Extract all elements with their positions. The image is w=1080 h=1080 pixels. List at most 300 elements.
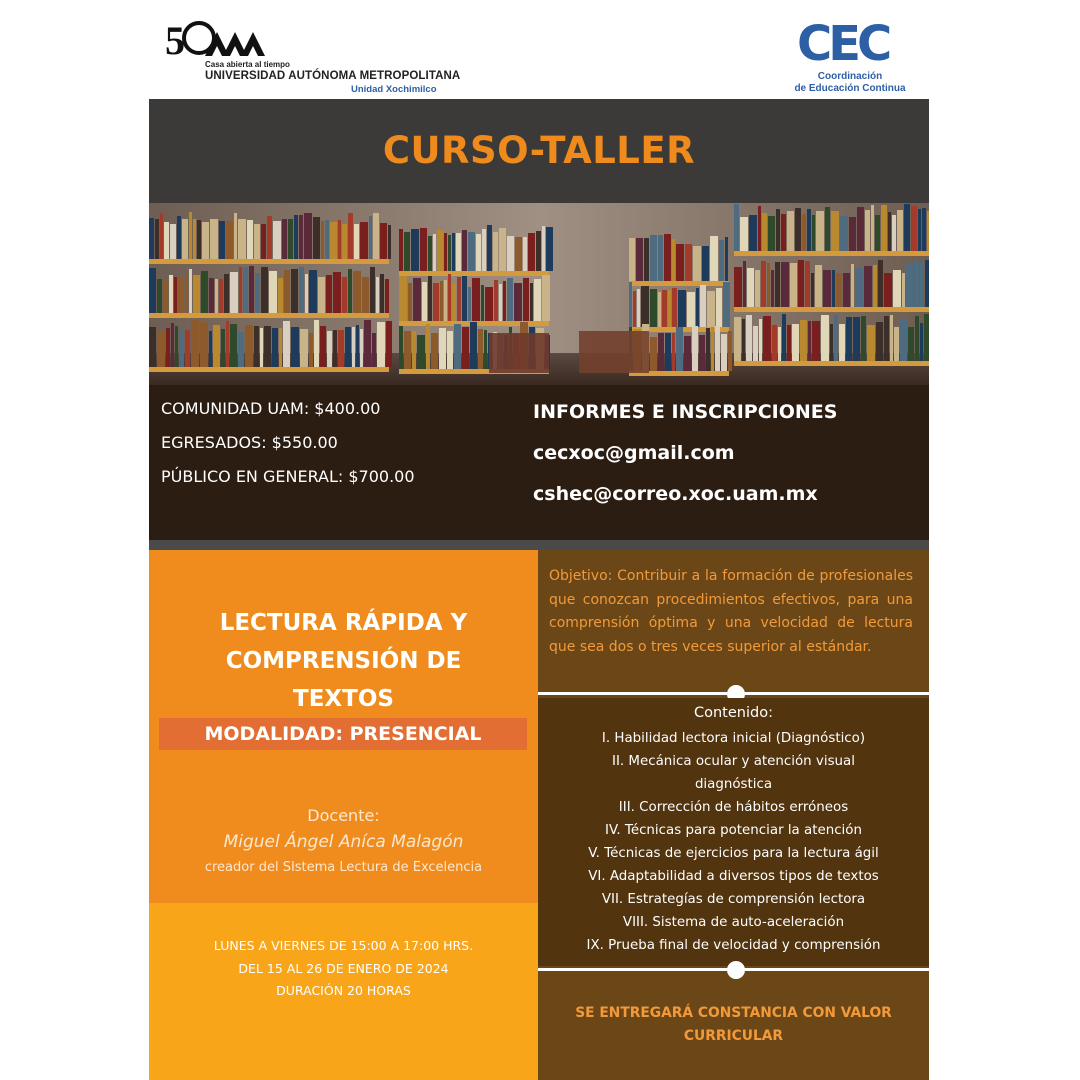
svg-text:5: 5 bbox=[165, 18, 185, 60]
book-spine bbox=[202, 222, 209, 259]
book-spine bbox=[456, 233, 461, 271]
book-spine bbox=[345, 327, 351, 367]
shelf-board bbox=[734, 251, 929, 256]
contents-item: VII. Estrategías de comprensión lectora bbox=[601, 892, 866, 907]
book-spine bbox=[706, 328, 710, 371]
book-spine bbox=[546, 227, 553, 271]
book-spine bbox=[781, 262, 789, 307]
book-spine bbox=[370, 267, 375, 313]
book-spine bbox=[447, 331, 453, 369]
uam-name: UNIVERSIDAD AUTÓNOMA METROPOLITANA bbox=[205, 70, 461, 82]
book-spine bbox=[812, 215, 815, 251]
band-divider bbox=[149, 540, 929, 550]
book-spine bbox=[893, 270, 901, 307]
book-spine bbox=[185, 330, 190, 367]
certificate-note bbox=[538, 1002, 929, 1048]
book-spine bbox=[816, 211, 824, 251]
divider-dot bbox=[727, 961, 745, 979]
book-spine bbox=[239, 267, 242, 313]
book-spine bbox=[291, 269, 298, 313]
book-spine bbox=[482, 229, 486, 271]
book-spine bbox=[234, 213, 237, 259]
book-spine bbox=[782, 314, 786, 361]
book-spine bbox=[201, 271, 208, 313]
book-spine bbox=[189, 212, 192, 259]
book-spine bbox=[692, 326, 698, 371]
book-spine bbox=[740, 217, 748, 251]
shelf-board bbox=[734, 361, 929, 366]
book-spine bbox=[878, 260, 883, 307]
book-spine bbox=[672, 239, 675, 281]
book-spine bbox=[849, 217, 856, 251]
book-spine bbox=[279, 328, 282, 367]
book-spine bbox=[333, 330, 337, 367]
book-spine bbox=[685, 244, 692, 281]
cec-logo bbox=[790, 14, 910, 96]
book-spine bbox=[507, 236, 514, 271]
book-spine bbox=[457, 277, 461, 321]
book-spine bbox=[658, 235, 663, 281]
book-spine bbox=[650, 337, 657, 371]
book-spine bbox=[890, 315, 893, 361]
book-spine bbox=[452, 233, 455, 271]
book-spine bbox=[353, 271, 361, 313]
prices-info-band bbox=[149, 385, 929, 540]
book-spine bbox=[753, 326, 758, 361]
book-spine bbox=[420, 228, 427, 271]
contact-email-2[interactable]: cshec@correo.xoc.uam.mx bbox=[533, 483, 818, 505]
contents-item: VIII. Sistema de auto-aceleración bbox=[622, 915, 845, 930]
book-spine bbox=[213, 325, 220, 367]
book-spine bbox=[320, 326, 326, 367]
book-spine bbox=[433, 283, 439, 321]
book-spine bbox=[811, 273, 814, 307]
book-spine bbox=[515, 237, 522, 271]
modality-badge: MODALIDAD: PRESENCIAL bbox=[159, 718, 527, 750]
price-general-public: PÚBLICO EN GENERAL: $700.00 bbox=[161, 467, 415, 486]
book-spine bbox=[843, 273, 850, 307]
book-spine bbox=[633, 291, 636, 327]
book-spine bbox=[193, 219, 196, 259]
uam-unit: Unidad Xochimilco bbox=[351, 84, 437, 95]
book-spine bbox=[906, 263, 913, 307]
library-shelves-image bbox=[149, 203, 929, 385]
contents-item: V. Técnicas de ejercicios para la lectura ágil bbox=[588, 846, 879, 861]
book-spine bbox=[776, 209, 780, 251]
book-spine bbox=[448, 274, 451, 321]
book-spine bbox=[373, 213, 379, 259]
schedule-box bbox=[149, 903, 538, 1080]
shelf-board bbox=[149, 259, 389, 264]
contents-list bbox=[544, 727, 923, 957]
book-spine bbox=[865, 210, 870, 251]
contents-item: diagnóstica bbox=[694, 777, 773, 792]
book-spine bbox=[352, 327, 355, 367]
book-spine bbox=[404, 331, 411, 369]
book-spine bbox=[830, 324, 833, 361]
book-spine bbox=[823, 270, 831, 307]
book-spine bbox=[433, 234, 436, 271]
book-spine bbox=[536, 231, 541, 271]
book-spine bbox=[687, 292, 695, 327]
book-spine bbox=[171, 323, 174, 367]
book-spine bbox=[481, 285, 484, 321]
book-spine bbox=[364, 320, 371, 367]
book-spine bbox=[924, 314, 929, 361]
schedule-duration: DURACIÓN 20 HORAS bbox=[276, 983, 411, 998]
shelf-board bbox=[629, 281, 729, 286]
book-spine bbox=[209, 331, 212, 367]
book-spine bbox=[422, 282, 427, 321]
schedule-days: LUNES A VIERNES DE 15:00 A 17:00 HRS. bbox=[213, 938, 474, 953]
book-spine bbox=[388, 225, 391, 259]
book-spine bbox=[261, 224, 266, 259]
info-title: INFORMES E INSCRIPCIONES bbox=[533, 401, 838, 423]
book-spine bbox=[325, 220, 329, 259]
book-spine bbox=[385, 279, 389, 313]
book-spine bbox=[200, 322, 208, 367]
book-spine bbox=[170, 224, 176, 259]
book-spine bbox=[650, 289, 657, 327]
book-spine bbox=[254, 224, 260, 259]
book-spine bbox=[169, 275, 173, 313]
book-spine bbox=[728, 331, 732, 371]
schedule-dates: DEL 15 AL 26 DE ENERO DE 2024 bbox=[238, 961, 449, 976]
book-spine bbox=[884, 273, 892, 307]
book-spine bbox=[894, 327, 899, 361]
book-spine bbox=[494, 280, 498, 321]
contact-email-1[interactable]: cecxoc@gmail.com bbox=[533, 442, 735, 464]
course-title-line: TEXTOS bbox=[293, 686, 394, 712]
book-spine bbox=[853, 317, 860, 361]
book-spine bbox=[876, 322, 883, 361]
book-spine bbox=[338, 330, 344, 367]
book-spine bbox=[808, 321, 811, 361]
book-spine bbox=[629, 282, 632, 327]
book-spine bbox=[721, 334, 727, 371]
book-spine bbox=[193, 275, 200, 313]
book-spine bbox=[185, 273, 188, 313]
book-spine bbox=[342, 224, 347, 259]
book-spine bbox=[499, 284, 502, 321]
book-spine bbox=[767, 263, 770, 307]
book-spine bbox=[177, 216, 181, 259]
book-spine bbox=[283, 321, 290, 367]
book-spine bbox=[857, 207, 864, 251]
book-spine bbox=[269, 271, 277, 313]
book-spine bbox=[444, 233, 447, 271]
book-spine bbox=[468, 287, 471, 321]
book-spine bbox=[260, 328, 263, 367]
book-spine bbox=[182, 219, 188, 259]
book-spine bbox=[650, 235, 657, 281]
book-spine bbox=[787, 211, 794, 251]
book-spine bbox=[417, 335, 425, 369]
book-spine bbox=[821, 315, 829, 361]
book-spine bbox=[719, 240, 724, 281]
book-spine bbox=[664, 234, 671, 281]
book-spine bbox=[160, 213, 163, 259]
book-spine bbox=[230, 272, 238, 313]
book-spine bbox=[672, 288, 677, 327]
book-spine bbox=[309, 270, 317, 313]
book-spine bbox=[179, 330, 184, 367]
book-spine bbox=[300, 329, 308, 367]
book-spine bbox=[758, 206, 761, 251]
book-spine bbox=[716, 288, 722, 327]
book-spine bbox=[867, 325, 875, 361]
book-spine bbox=[815, 265, 822, 307]
book-spine bbox=[761, 261, 766, 307]
book-spine bbox=[254, 326, 259, 367]
book-spine bbox=[743, 261, 746, 307]
shelf-board bbox=[149, 367, 389, 372]
book-spine bbox=[313, 217, 320, 259]
contents-item: I. Habilidad lectora inicial (Diagnóstico) bbox=[601, 731, 866, 746]
book-spine bbox=[330, 222, 337, 259]
book-spine bbox=[468, 232, 475, 271]
price-graduates: EGRESADOS: $550.00 bbox=[161, 433, 338, 452]
book-spine bbox=[164, 222, 169, 259]
book-spine bbox=[221, 329, 225, 367]
book-spine bbox=[380, 274, 384, 313]
course-title-line: LECTURA RÁPIDA Y bbox=[219, 610, 468, 636]
book-spine bbox=[772, 325, 777, 361]
course-column bbox=[149, 550, 538, 1080]
book-spine bbox=[399, 326, 403, 369]
book-spine bbox=[807, 209, 811, 251]
book-spine bbox=[174, 277, 177, 313]
book-spine bbox=[747, 268, 754, 307]
book-spine bbox=[288, 219, 293, 259]
book-spine bbox=[454, 324, 461, 369]
book-spine bbox=[484, 330, 487, 369]
book-spine bbox=[699, 335, 705, 371]
book-spine bbox=[832, 270, 835, 307]
book-spine bbox=[333, 272, 341, 313]
book-spine bbox=[499, 228, 506, 271]
book-spine bbox=[309, 333, 313, 367]
book-spine bbox=[871, 205, 874, 251]
book-spine bbox=[238, 219, 246, 259]
contents-item: II. Mecánica ocular y atención visual bbox=[612, 754, 855, 769]
uam-50-anniversary-logo bbox=[165, 18, 277, 60]
book-spine bbox=[448, 235, 451, 271]
book-spine bbox=[149, 327, 156, 367]
book-spine bbox=[834, 315, 838, 361]
book-spine bbox=[861, 316, 866, 361]
book-spine bbox=[413, 278, 421, 321]
book-spine bbox=[715, 326, 720, 371]
book-spine bbox=[294, 215, 298, 259]
book-spine bbox=[273, 221, 281, 259]
book-spine bbox=[219, 279, 223, 313]
course-title-line: COMPRENSIÓN DE bbox=[225, 648, 462, 674]
book-spine bbox=[267, 216, 272, 259]
book-spine bbox=[742, 319, 745, 361]
book-spine bbox=[795, 208, 801, 251]
book-spine bbox=[462, 276, 467, 321]
book-spine bbox=[149, 268, 156, 313]
book-spine bbox=[243, 267, 248, 313]
book-spine bbox=[855, 268, 863, 307]
book-spine bbox=[245, 325, 253, 367]
course-title bbox=[149, 604, 538, 718]
book-spine bbox=[528, 233, 535, 271]
book-spine bbox=[672, 333, 675, 371]
book-spine bbox=[805, 261, 810, 307]
book-spine bbox=[399, 276, 407, 321]
book-spine bbox=[542, 275, 550, 321]
book-spine bbox=[318, 277, 325, 313]
book-spine bbox=[658, 292, 661, 327]
book-spine bbox=[676, 244, 684, 281]
book-spine bbox=[787, 325, 791, 361]
uam-logo bbox=[165, 18, 461, 96]
book-spine bbox=[503, 281, 506, 321]
contents-item: IV. Técnicas para potenciar la atención bbox=[605, 823, 862, 838]
book-spine bbox=[759, 319, 762, 361]
shelf-board bbox=[149, 313, 389, 318]
book-spine bbox=[530, 283, 533, 321]
contents-item: IX. Prueba final de velocidad y comprensión bbox=[586, 938, 881, 953]
book-spine bbox=[380, 223, 387, 259]
book-spine bbox=[662, 290, 667, 327]
book-spine bbox=[428, 276, 432, 321]
book-spine bbox=[360, 222, 368, 259]
book-spine bbox=[224, 274, 229, 313]
book-spine bbox=[523, 278, 529, 321]
objective-text: Objetivo: Contribuir a la formación de profesionales que conozcan procedimientos efectivos, para una comprensión óptima y una velocidad de lectura que sea dos o tres veces superior al estándar. bbox=[549, 568, 913, 655]
book-spine bbox=[768, 216, 775, 251]
book-spine bbox=[431, 333, 438, 369]
book-spine bbox=[485, 287, 493, 321]
teacher-name: Miguel Ángel Aníca Malagón bbox=[223, 832, 464, 852]
book-spine bbox=[514, 283, 522, 321]
book-spine bbox=[875, 215, 880, 251]
book-spine bbox=[927, 211, 929, 251]
book-spine bbox=[210, 219, 218, 259]
book-spine bbox=[278, 278, 283, 313]
book-spine bbox=[904, 204, 910, 251]
book-spine bbox=[444, 280, 447, 321]
book-spine bbox=[900, 319, 907, 361]
book-spine bbox=[775, 262, 780, 307]
book-spine bbox=[507, 278, 513, 321]
book-spine bbox=[637, 289, 640, 327]
book-spine bbox=[892, 215, 896, 251]
book-spine bbox=[762, 213, 767, 251]
book-spine bbox=[299, 215, 303, 259]
book-spine bbox=[746, 315, 752, 361]
book-spine bbox=[763, 316, 771, 361]
book-spine bbox=[356, 325, 359, 367]
book-spine bbox=[226, 321, 229, 367]
book-spine bbox=[377, 322, 385, 367]
book-spine bbox=[629, 238, 635, 281]
book-spine bbox=[354, 224, 359, 259]
contents-box bbox=[538, 698, 929, 966]
book-spine bbox=[914, 261, 919, 307]
book-spine bbox=[215, 279, 218, 313]
book-spine bbox=[230, 324, 237, 367]
details-column bbox=[538, 550, 929, 1080]
book-spine bbox=[802, 214, 806, 251]
book-spine bbox=[452, 284, 456, 321]
book-spine bbox=[920, 262, 924, 307]
book-spine bbox=[362, 277, 369, 313]
book-spine bbox=[299, 267, 304, 313]
book-spine bbox=[348, 213, 353, 259]
book-spine bbox=[684, 336, 691, 371]
book-spine bbox=[408, 283, 412, 321]
library-illustration bbox=[149, 203, 929, 385]
book-spine bbox=[157, 332, 165, 367]
book-spine bbox=[369, 216, 372, 259]
book-spine bbox=[163, 279, 168, 313]
book-spine bbox=[702, 246, 709, 281]
cec-logo-mark bbox=[795, 14, 900, 68]
book-spine bbox=[925, 260, 929, 307]
book-spine bbox=[710, 236, 718, 281]
book-spine bbox=[487, 225, 492, 271]
book-spine bbox=[326, 275, 332, 313]
book-spine bbox=[149, 218, 154, 259]
book-spine bbox=[327, 331, 332, 367]
book-spine bbox=[884, 316, 889, 361]
cec-line-1: Coordinación bbox=[817, 71, 883, 82]
book-spine bbox=[846, 317, 852, 361]
book-spine bbox=[915, 316, 919, 361]
book-spine bbox=[314, 320, 319, 367]
book-spine bbox=[272, 328, 278, 367]
book-spine bbox=[840, 216, 848, 251]
book-spine bbox=[411, 229, 419, 271]
contents-item: VI. Adaptabilidad a diversos tipos de textos bbox=[588, 869, 879, 884]
contents-item: III. Corrección de hábitos erróneos bbox=[618, 800, 849, 815]
book-spine bbox=[911, 206, 917, 251]
shelf-board bbox=[399, 271, 549, 276]
book-spine bbox=[725, 237, 728, 281]
book-spine bbox=[305, 274, 308, 313]
book-spine bbox=[707, 291, 715, 327]
book-spine bbox=[665, 333, 671, 371]
book-spine bbox=[902, 273, 905, 307]
book-spine bbox=[658, 333, 664, 371]
book-spine bbox=[918, 209, 921, 251]
certificate-line: SE ENTREGARÁ CONSTANCIA CON VALOR bbox=[575, 1005, 892, 1021]
book-spine bbox=[839, 324, 845, 361]
book-spine bbox=[264, 326, 271, 367]
book-spine bbox=[755, 270, 760, 307]
book-spine bbox=[376, 277, 379, 313]
book-spine bbox=[238, 332, 244, 367]
book-spine bbox=[209, 278, 214, 313]
book-spine bbox=[734, 317, 741, 361]
book-spine bbox=[771, 270, 774, 307]
book-spine bbox=[175, 326, 178, 367]
book-spine bbox=[696, 288, 699, 327]
book-spine bbox=[641, 286, 649, 327]
book-spine bbox=[836, 273, 842, 307]
cec-line-2: de Educación Continua bbox=[794, 83, 906, 94]
book-spine bbox=[282, 219, 287, 259]
book-spine bbox=[678, 290, 686, 327]
book-spine bbox=[426, 324, 430, 369]
book-spine bbox=[873, 265, 877, 307]
book-spine bbox=[864, 266, 872, 307]
book-spine bbox=[723, 282, 730, 327]
